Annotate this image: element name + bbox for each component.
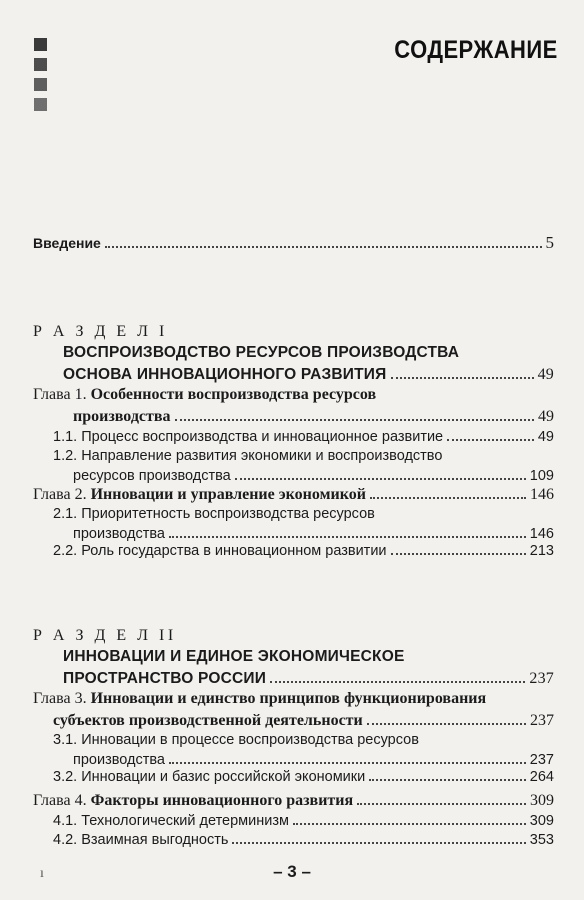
entry-page: 146: [530, 486, 554, 503]
chapter-4[interactable]: [33, 790, 554, 812]
section-1: [33, 322, 554, 386]
square-icon: [34, 98, 47, 111]
toc-entry-intro[interactable]: [33, 232, 554, 254]
item-title: 1.1. Процесс воспроизводства и инновационное развитие: [53, 429, 444, 445]
section-2: [33, 626, 554, 690]
item-title: 3.2. Инновации и базис российской экономики: [53, 769, 366, 785]
entry-page: 237: [530, 712, 554, 729]
chapter-3[interactable]: [33, 688, 554, 732]
margin-mark: ı: [40, 866, 44, 881]
page-number: – 3 –: [273, 862, 311, 881]
toc-entry-section-1[interactable]: [33, 364, 554, 386]
chapter-prefix: Глава 3.: [33, 690, 91, 707]
chapter-prefix: Глава 1.: [33, 386, 91, 403]
chapter-1[interactable]: [33, 384, 554, 428]
section-title-line2: ПРОСТРАНСТВО РОССИИ: [63, 670, 267, 687]
chapter-prefix: Глава 2.: [33, 486, 91, 503]
chapter-title-line2: производства: [73, 408, 171, 425]
entry-page: 213: [529, 543, 554, 559]
item-1-2[interactable]: [33, 446, 554, 486]
item-title-line2: производства: [73, 526, 165, 542]
entry-page: 5: [545, 233, 554, 252]
toc-entry-section-2[interactable]: [33, 668, 554, 690]
item-title: 4.1. Технологический детерминизм: [53, 813, 289, 829]
entry-page: 109: [529, 468, 554, 484]
entry-label: Введение: [33, 235, 101, 251]
entry-page: 309: [530, 792, 554, 809]
item-4-2[interactable]: [33, 830, 554, 850]
item-2-2[interactable]: [33, 541, 554, 561]
item-title: 3.1. Инновации в процессе воспроизводства ресурсов: [53, 732, 419, 748]
entry-page: 237: [529, 752, 554, 768]
decorative-squares: [34, 38, 48, 118]
item-2-1[interactable]: [33, 504, 554, 544]
square-icon: [34, 38, 47, 51]
entry-page: 309: [529, 813, 554, 829]
entry-page: 264: [529, 769, 554, 785]
chapter-2[interactable]: [33, 484, 554, 506]
section-label: Р А З Д Е Л II: [33, 627, 177, 644]
section-label: Р А З Д Е Л I: [33, 323, 168, 340]
square-icon: [34, 78, 47, 91]
chapter-title-line2: субъектов производственной деятельности: [53, 712, 363, 729]
item-title: 2.2. Роль государства в инновационном развитии: [53, 543, 387, 559]
entry-page: 353: [529, 832, 554, 848]
section-title-line1: ВОСПРОИЗВОДСТВО РЕСУРСОВ ПРОИЗВОДСТВА: [63, 344, 460, 361]
entry-page: 146: [529, 526, 554, 542]
item-title: 4.2. Взаимная выгодность: [53, 832, 229, 848]
item-1-1[interactable]: [33, 427, 554, 447]
item-title-line2: производства: [73, 752, 165, 768]
page-title: СОДЕРЖАНИЕ: [394, 36, 558, 64]
square-icon: [34, 58, 47, 71]
item-title-line2: ресурсов производства: [73, 468, 231, 484]
item-title: 2.1. Приоритетность воспроизводства ресурсов: [53, 506, 375, 522]
section-title-line2: ОСНОВА ИННОВАЦИОННОГО РАЗВИТИЯ: [63, 366, 387, 383]
section-title-line1: ИННОВАЦИИ И ЕДИНОЕ ЭКОНОМИЧЕСКОЕ: [63, 648, 405, 665]
chapter-title: Факторы инновационного развития: [90, 792, 354, 809]
entry-page: 237: [529, 670, 554, 687]
chapter-prefix: Глава 4.: [33, 792, 91, 809]
entry-page: 49: [537, 366, 554, 383]
item-4-1[interactable]: [33, 811, 554, 831]
chapter-title: Инновации и управление экономикой: [90, 486, 366, 503]
chapter-title: Инновации и единство принципов функционирования: [90, 690, 487, 707]
item-3-1[interactable]: [33, 730, 554, 770]
chapter-title: Особенности воспроизводства ресурсов: [90, 386, 377, 403]
item-3-2[interactable]: [33, 767, 554, 787]
entry-page: 49: [537, 429, 554, 445]
entry-page: 49: [538, 408, 554, 425]
item-title: 1.2. Направление развития экономики и воспроизводство: [53, 448, 443, 464]
